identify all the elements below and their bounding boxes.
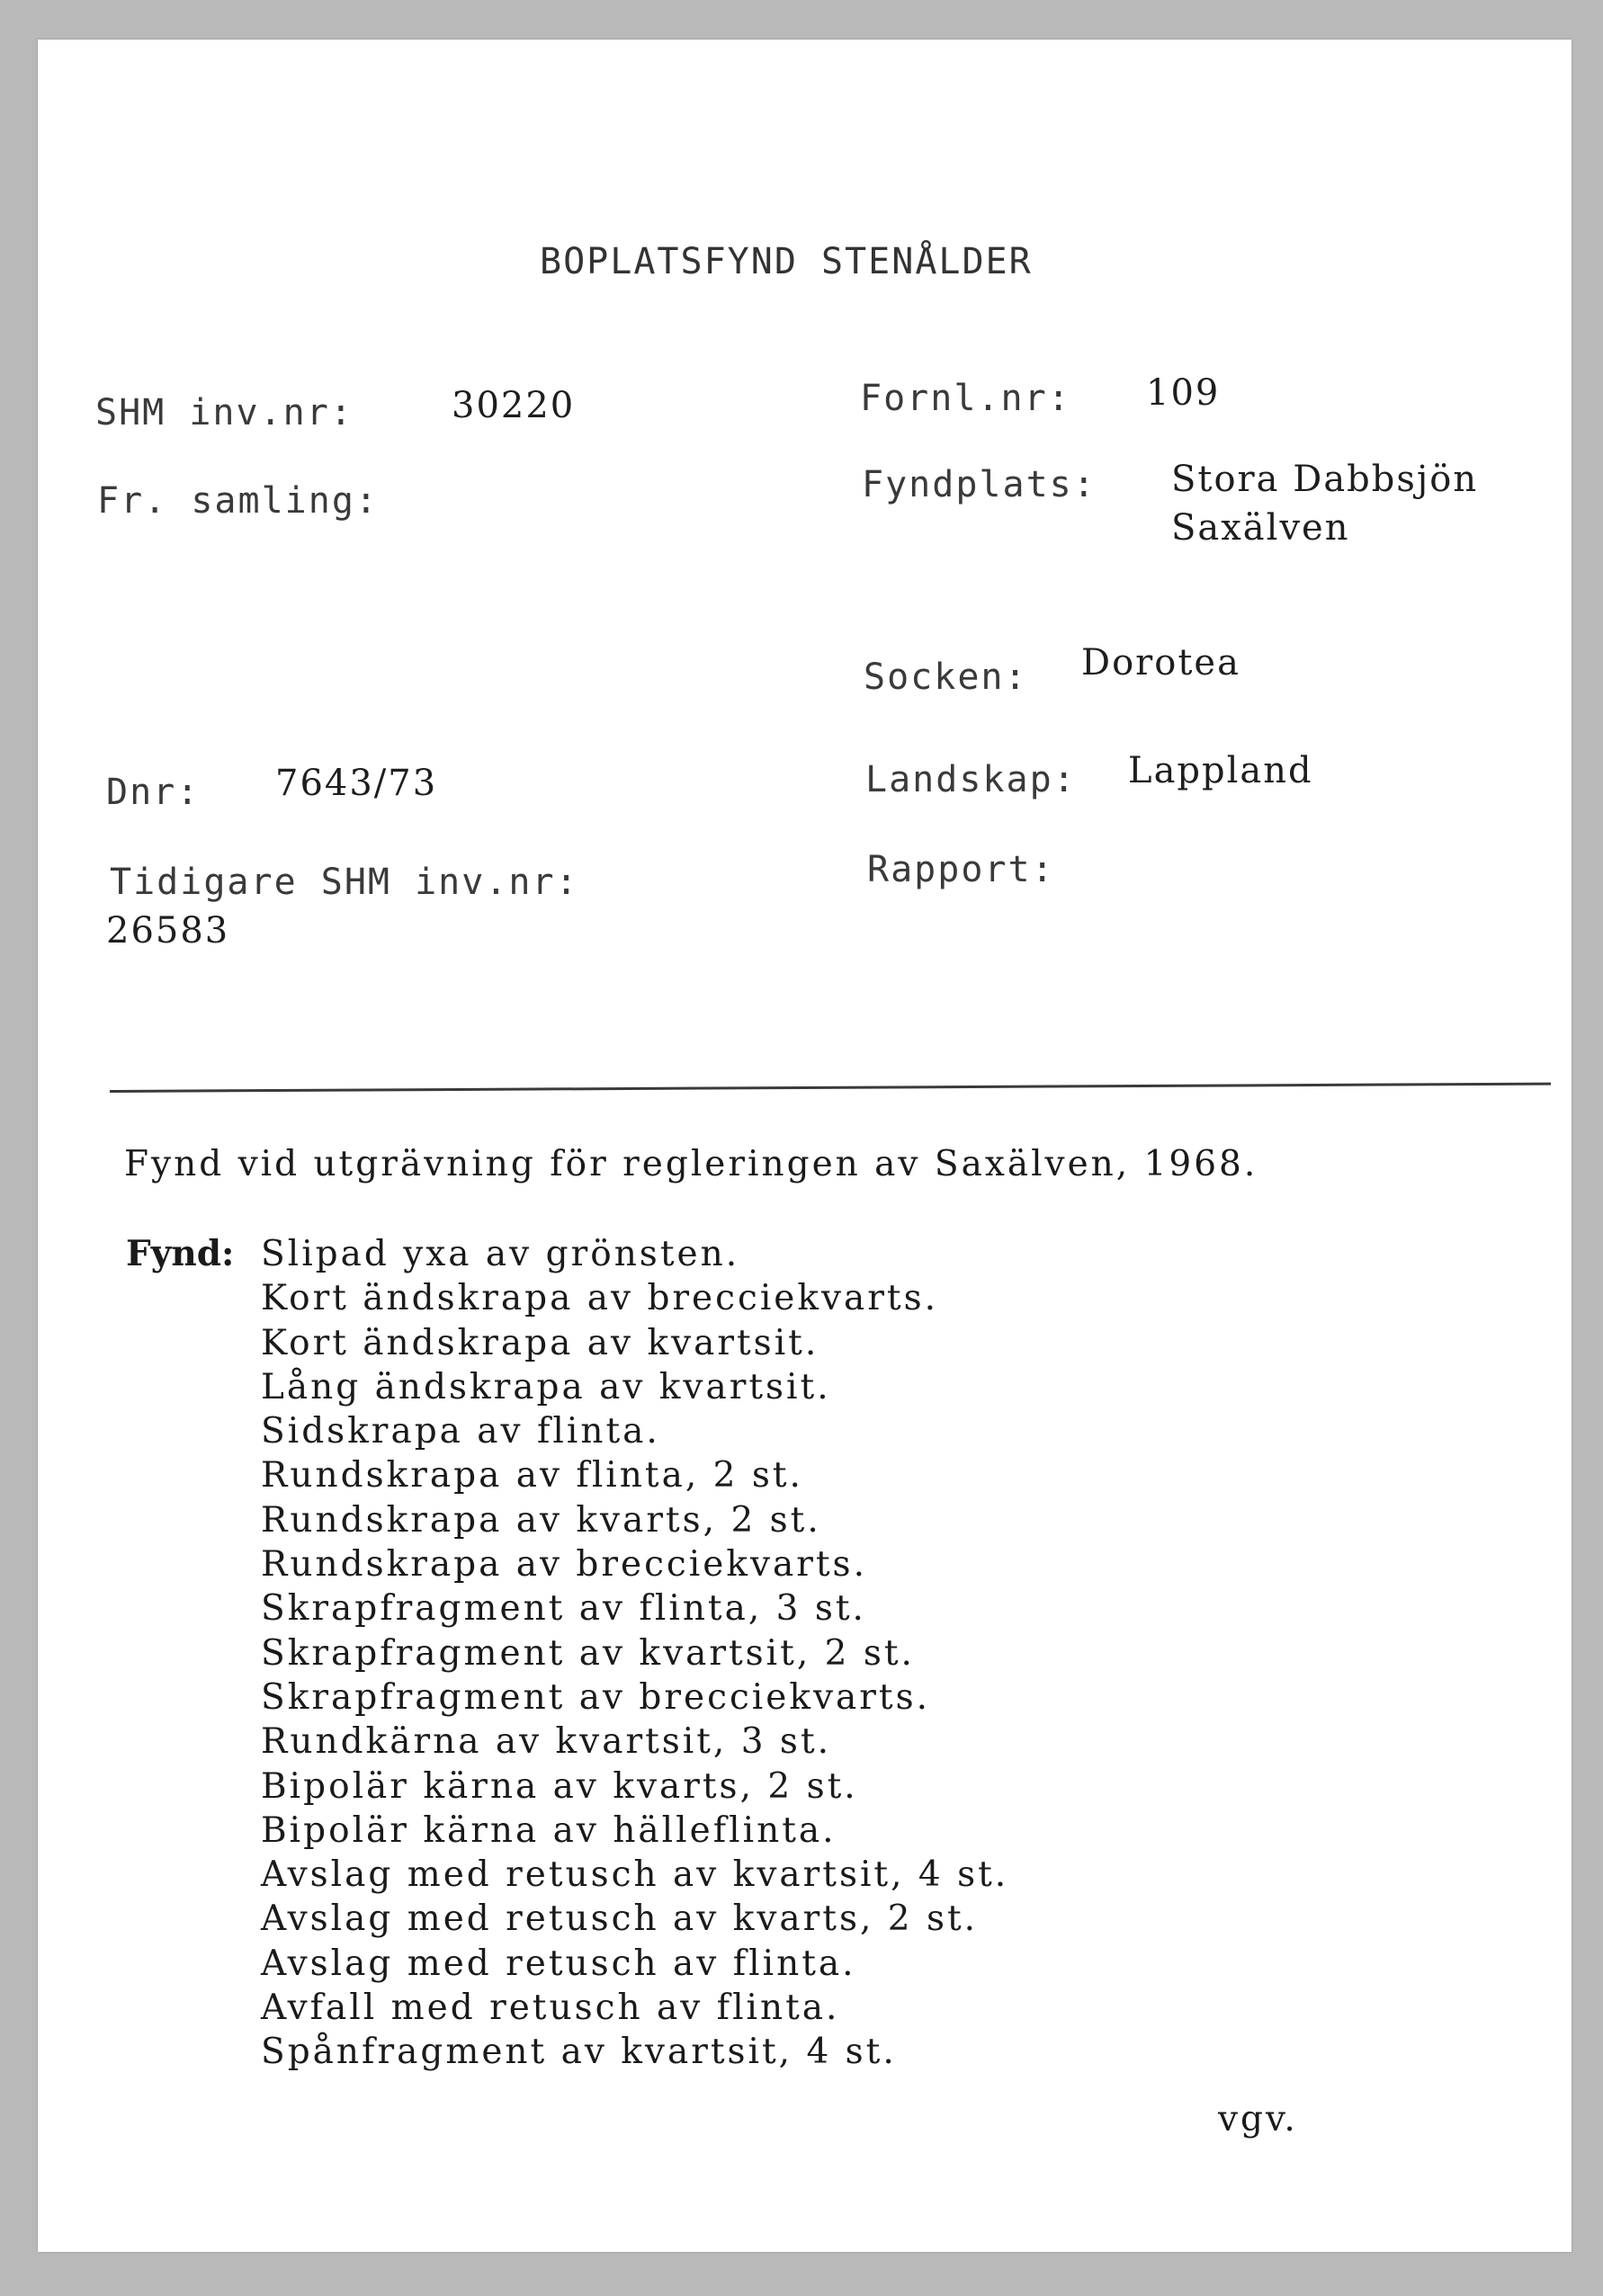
tidigare-shm-label: Tidigare SHM inv.nr: — [110, 862, 579, 903]
section-divider — [110, 1083, 1551, 1093]
verso-note: vgv. — [1218, 2099, 1298, 2140]
find-description: Fynd vid utgrävning för regleringen av Saxälven, 1968. — [124, 1144, 1258, 1184]
list-item: Kort ändskrapa av brecciekvarts. — [261, 1278, 939, 1319]
fr-samling-label: Fr. samling: — [97, 480, 379, 522]
list-item: Bipolär kärna av kvarts, 2 st. — [261, 1765, 858, 1807]
rapport-label: Rapport: — [867, 849, 1055, 890]
fynd-list — [261, 1232, 1008, 2075]
list-item: Skrapfragment av kvartsit, 2 st. — [261, 1632, 915, 1674]
list-item: Rundkärna av kvartsit, 3 st. — [261, 1721, 832, 1763]
fornl-label: Fornl.nr: — [860, 378, 1071, 419]
list-item: Kort ändskrapa av kvartsit. — [261, 1322, 819, 1363]
socken-value: Dorotea — [1081, 642, 1240, 683]
list-item: Slipad yxa av grönsten. — [261, 1234, 740, 1274]
list-item: Skrapfragment av flinta, 3 st. — [261, 1588, 866, 1630]
list-item: Rundskrapa av flinta, 2 st. — [261, 1455, 803, 1496]
fyndplats-label: Fyndplats: — [862, 464, 1097, 505]
list-item: Avslag med retusch av kvarts, 2 st. — [261, 1898, 979, 1940]
landskap-value: Lappland — [1128, 750, 1313, 791]
fornl-value: 109 — [1146, 372, 1221, 414]
dnr-value: 7643/73 — [275, 763, 438, 804]
fynd-label: Fynd: — [126, 1233, 235, 1274]
shm-inv-label: SHM inv.nr: — [95, 392, 354, 433]
shm-inv-value: 30220 — [452, 385, 576, 426]
catalog-card — [38, 40, 1572, 2252]
list-item: Rundskrapa av kvarts, 2 st. — [261, 1499, 821, 1541]
list-item: Sidskrapa av flinta. — [261, 1411, 660, 1452]
card-title: BOPLATSFYND STENÅLDER — [540, 241, 1033, 282]
list-item: Bipolär kärna av hälleflinta. — [261, 1809, 837, 1851]
list-item: Avslag med retusch av flinta. — [261, 1943, 856, 1984]
fyndplats-value-line2: Saxälven — [1171, 507, 1350, 549]
list-item: Skrapfragment av brecciekvarts. — [261, 1676, 931, 1718]
list-item: Spånfragment av kvartsit, 4 st. — [261, 2032, 897, 2073]
list-item: Lång ändskrapa av kvartsit. — [261, 1366, 831, 1407]
landskap-label: Landskap: — [865, 759, 1077, 800]
socken-label: Socken: — [864, 657, 1028, 698]
dnr-label: Dnr: — [106, 772, 201, 813]
list-item: Avfall med retusch av flinta. — [261, 1988, 840, 2029]
list-item: Rundskrapa av brecciekvarts. — [261, 1544, 867, 1586]
list-item: Avslag med retusch av kvartsit, 4 st. — [261, 1854, 1009, 1896]
fyndplats-value-line1: Stora Dabbsjön — [1171, 459, 1479, 500]
tidigare-shm-value: 26583 — [106, 910, 230, 951]
